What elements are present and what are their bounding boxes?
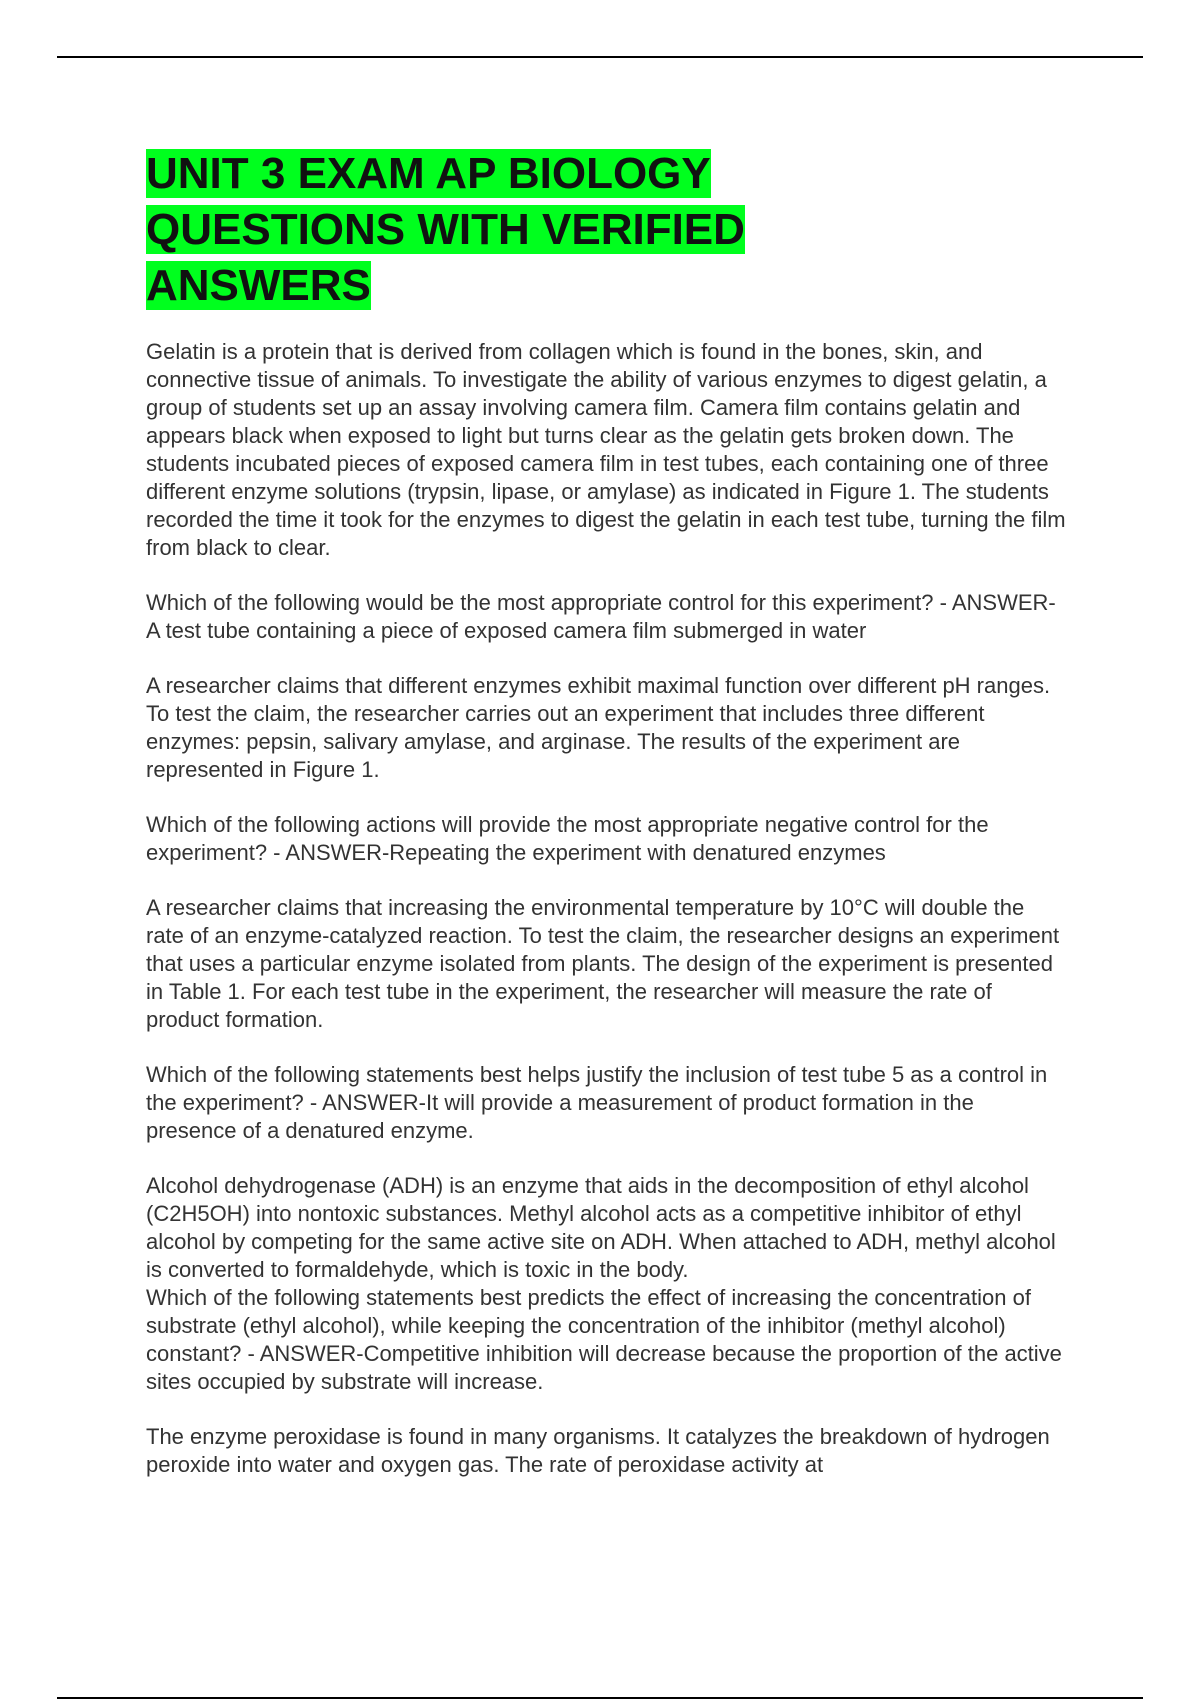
question-test-tube-5: Which of the following statements best helps justify the inclusion of test tube 5 as a control in the experiment? - ANSWER-It will provide a measurement of product formation in the presence of a denatured enzyme. (146, 1062, 1048, 1143)
paragraph-gelatin-intro: Gelatin is a protein that is derived from collagen which is found in the bones, skin, and connective tissue of animals. To investigate the ability of various enzymes to digest gelatin, a group of students set up an assay involving camera film. Camera film contains gelatin and appears black when exposed to light but turns clear as the gelatin gets broken down. The students incubated pieces of exposed camera film in test tubes, each containing one of three different enzyme solutions (trypsin, lipase, or amylase) as indicated in Figure 1. The students recorded the time it took for the enzymes to digest the gelatin in each test tube, turning the film from black to clear. (146, 339, 1066, 560)
paragraph-temperature-claim: A researcher claims that increasing the environmental temperature by 10°C will double the rate of an enzyme-catalyzed reaction. To test the claim, the researcher designs an experiment that uses a particular enzyme isolated from plants. The design of the experiment is presented in Table 1. For each test tube in the experiment, the researcher will measure the rate of product formation. (146, 895, 1060, 1032)
document-title (146, 146, 836, 314)
paragraph-ph-claim: A researcher claims that different enzymes exhibit maximal function over different pH ranges. To test the claim, the researcher carries out an experiment that includes three different enzymes: pepsin, salivary amylase, and arginase. The results of the experiment are represented in Figure 1. (146, 673, 1051, 782)
title-highlight: UNIT 3 EXAM AP BIOLOGY QUESTIONS WITH VERIFIED ANSWERS (146, 149, 745, 310)
paragraph-peroxidase-intro: The enzyme peroxidase is found in many organisms. It catalyzes the breakdown of hydrogen peroxide into water and oxygen gas. The rate of peroxidase activity at (146, 1424, 1050, 1477)
bottom-rule (57, 1697, 1143, 1699)
top-rule (57, 56, 1143, 58)
question-control-experiment: Which of the following would be the most appropriate control for this experiment? - ANSWER-A test tube containing a piece of exposed camera film submerged in water (146, 590, 1056, 643)
question-negative-control: Which of the following actions will provide the most appropriate negative control for the experiment? - ANSWER-Repeating the experiment with denatured enzymes (146, 812, 989, 865)
document-body (146, 146, 1066, 1506)
question-competitive-inhibition: Which of the following statements best predicts the effect of increasing the concentration of substrate (ethyl alcohol), while keeping the concentration of the inhibitor (methyl alcohol) constant? - ANSWER-Competitive inhibition will decrease because the proportion of the active sites occupied by substrate will increase. (146, 1285, 1062, 1394)
paragraph-adh-intro: Alcohol dehydrogenase (ADH) is an enzyme that aids in the decomposition of ethyl alcohol (C2H5OH) into nontoxic substances. Methyl alcohol acts as a competitive inhibitor of ethyl alcohol by competing for the same active site on ADH. When attached to ADH, methyl alcohol is converted to formaldehyde, which is toxic in the body. (146, 1173, 1056, 1282)
